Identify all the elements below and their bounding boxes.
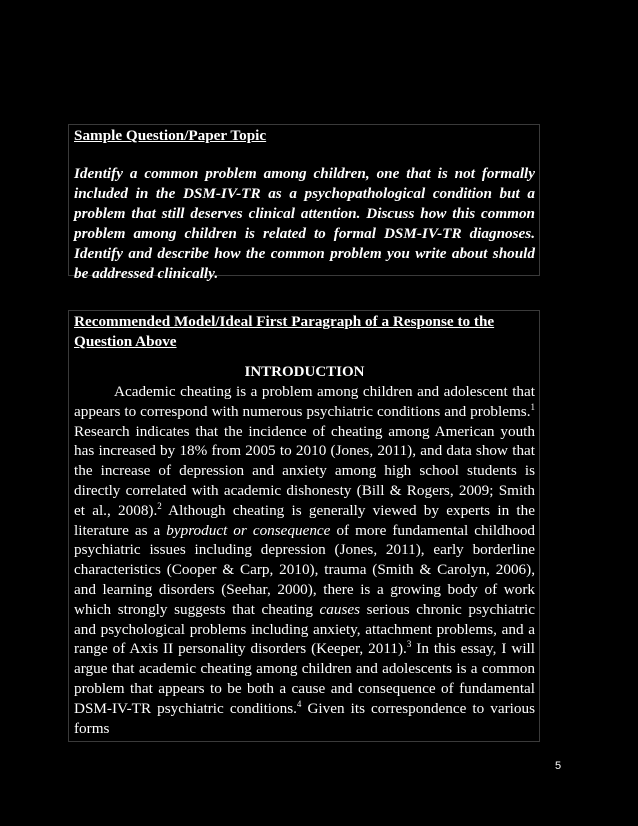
introduction-title: INTRODUCTION bbox=[244, 364, 365, 380]
emphasis-causes: causes bbox=[319, 600, 361, 618]
footnote-3: 3 bbox=[406, 639, 412, 650]
footnote-2: 2 bbox=[157, 500, 162, 511]
response-heading: Recommended Model/Ideal First Paragraph of a Response to the Question Above bbox=[74, 313, 495, 350]
question-heading: Sample Question/Paper Topic bbox=[74, 127, 267, 144]
footnote-1: 1 bbox=[530, 401, 535, 412]
emphasis-byproduct: byproduct or consequence bbox=[166, 521, 331, 539]
page-number: 5 bbox=[555, 760, 562, 772]
question-text: Identify a common problem among children, one that is not formally included in the DSM-IV-TR as a psychopathological condition but a problem that still deserves clinical attention. Discuss how this common problem among children is related to formal DSM-IV-TR diagnoses. Identify and describe how the common problem you write about should be addressed clinically. bbox=[74, 165, 535, 282]
question-box bbox=[68, 124, 540, 282]
introduction-paragraph: Academic cheating is a problem among children and adolescent that appears to correspond with numerous psychiatric conditions and problems.$^1$ Research indicates that the incidence of cheating among American youth has increased by 18% from 2005 to 2010 (Jones, 2011), and data show that the increase of depression and anxiety among high school students is directly correlated with academic dishonesty (Bill & Rogers, 2009; Smith et al., 2008).$^2$ Although cheating is generally viewed by experts in the literature as a byproduct or consequence of more fundamental childhood psychiatric issues including depression (Jones, 2011), early borderline characteristics (Cooper & Carp, 2010), trauma (Smith & Carolyn, 2006), and learning disorders (Seehar, 2000), there is a growing body of work which strongly suggests that cheating causes serious chronic psychiatric and psychological problems including anxiety, attachment problems, and a range of Axis II personality disorders (Keeper, 2011).$^3$ In this essay, I will argue that academic cheating among children and adolescents is a common problem that appears to be both a cause and consequence of fundamental DSM-IV-TR psychiatric conditions.$^4$ Given its correspondence to various forms bbox=[74, 383, 536, 737]
footnote-4: 4 bbox=[296, 698, 302, 709]
response-box bbox=[68, 310, 540, 742]
